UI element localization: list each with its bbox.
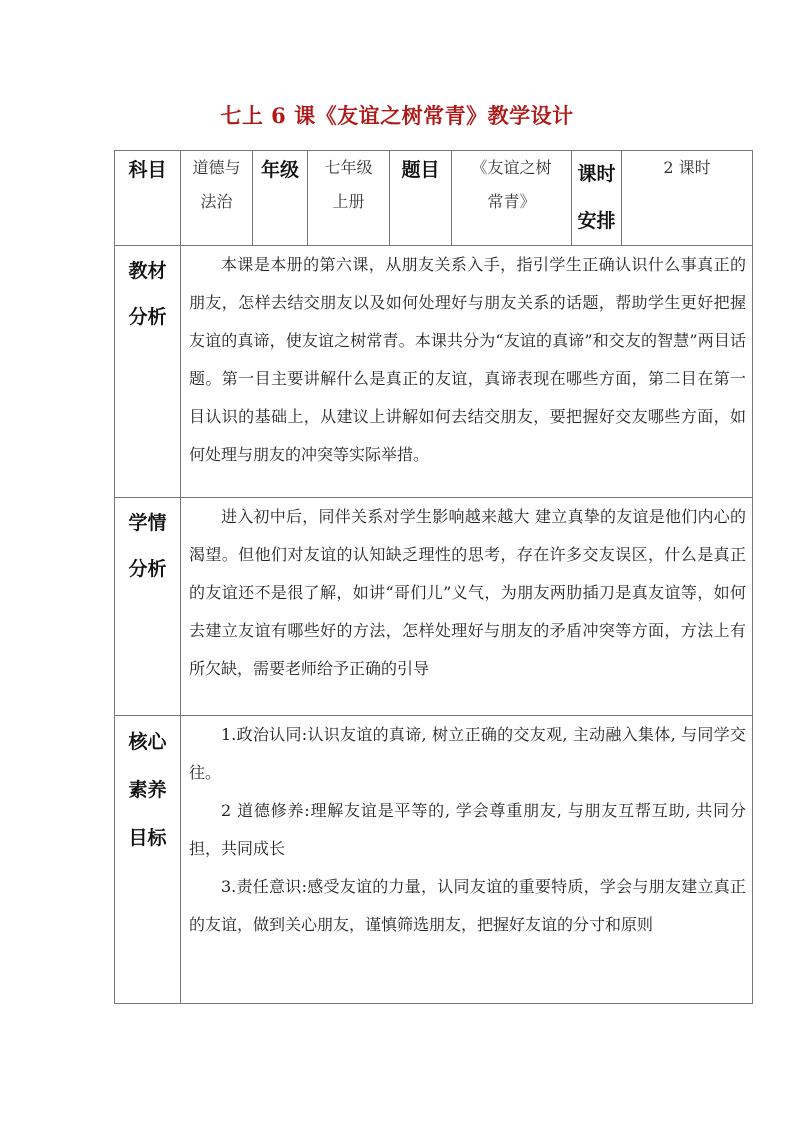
core-goals-label-cell	[115, 716, 181, 1004]
core-goal-item-2: 2 道德修养:理解友谊是平等的, 学会尊重朋友, 与朋友互帮互助, 共同分担，共同成长	[189, 801, 746, 858]
student-analysis-content	[181, 498, 753, 716]
student-analysis-label-2: 分析	[128, 558, 167, 580]
core-goals-label-3: 目标	[128, 827, 167, 849]
textbook-analysis-label-2: 分析	[128, 306, 167, 328]
grade-value-cell	[308, 151, 390, 246]
student-analysis-text: 进入初中后，同伴关系对学生影响越来越大 建立真挚的友谊是他们内心的渴望。但他们对友谊的认知缺乏理性的思考，存在许多交友误区，什么是真正的友谊还不是很了解，如讲“哥们儿”义气，为朋友两肋插刀是真友谊等，如何去建立友谊有哪些好的方法，怎样处理好与朋友的矛盾冲突等方面，方法上有所欠缺，需要老师给予正确的引导	[189, 507, 746, 678]
core-goals-row	[115, 716, 753, 1004]
subject-value-line-1: 道德与	[192, 158, 241, 177]
core-goal-item-3: 3.责任意识:感受友谊的力量，认同友谊的重要特质，学会与朋友建立真正的友谊，做到关心朋友，谨慎筛选朋友，把握好友谊的分寸和原则	[189, 877, 746, 934]
header-row	[115, 151, 753, 246]
hours-value-cell	[622, 151, 753, 246]
grade-label-cell	[253, 151, 308, 246]
textbook-analysis-label-cell	[115, 246, 181, 498]
core-goals-label-2: 素养	[128, 779, 167, 801]
grade-value-line-2: 上册	[332, 192, 365, 211]
core-goals-label-1: 核心	[128, 731, 167, 753]
lesson-plan-table	[114, 150, 753, 1004]
textbook-analysis-text: 本课是本册的第六课，从朋友关系入手，指引学生正确认识什么事真正的朋友，怎样去结交朋友以及如何处理好与朋友关系的话题，帮助学生更好把握友谊的真谛，使友谊之树常青。本课共分为“友谊的真谛”和交友的智慧”两目话题。第一目主要讲解什么是真正的友谊，真谛表现在哪些方面，第二目在第一目认识的基础上，从建议上讲解如何去结交朋友，要把握好交友哪些方面，如何处理与朋友的冲突等实际举措。	[189, 255, 746, 464]
hours-value: 2 课时	[663, 158, 711, 177]
core-goal-item-1: 1.政治认同:认识友谊的真谛, 树立正确的交友观, 主动融入集体, 与同学交往。	[189, 725, 746, 782]
topic-value-cell	[452, 151, 572, 246]
topic-value-line-1: 《友谊之树	[471, 158, 552, 177]
textbook-analysis-content	[181, 246, 753, 498]
subject-value-cell	[181, 151, 253, 246]
hours-label-line-2: 安排	[577, 210, 616, 232]
subject-value-line-2: 法治	[200, 192, 233, 211]
subject-label: 科目	[128, 159, 167, 181]
hours-label-cell	[572, 151, 622, 246]
grade-label: 年级	[260, 159, 299, 181]
hours-label-line-1: 课时	[577, 163, 616, 185]
textbook-analysis-row	[115, 246, 753, 498]
subject-label-cell	[115, 151, 181, 246]
student-analysis-row	[115, 498, 753, 716]
topic-label: 题目	[401, 159, 440, 181]
document-title: 七上 6 课《友谊之树常青》教学设计	[220, 103, 574, 128]
student-analysis-label-cell	[115, 498, 181, 716]
textbook-analysis-label-1: 教材	[128, 260, 167, 282]
core-goals-content	[181, 716, 753, 1004]
topic-label-cell	[390, 151, 452, 246]
student-analysis-label-1: 学情	[128, 512, 167, 534]
topic-value-line-2: 常青》	[487, 192, 536, 211]
grade-value-line-1: 七年级	[324, 158, 373, 177]
